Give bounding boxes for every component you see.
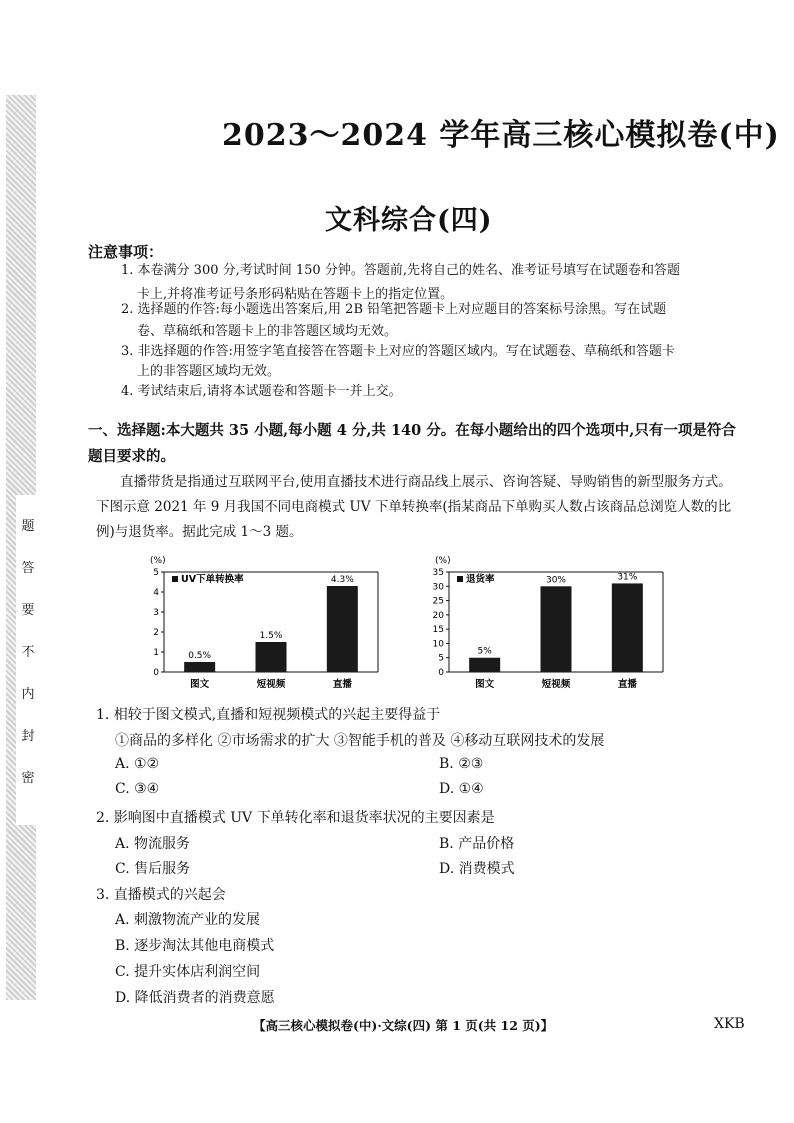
legend-label: 退货率 [466, 574, 495, 585]
q1-option-c: C. ③④ [115, 781, 160, 797]
legend-label: UV下单转换率 [181, 574, 244, 585]
q3-option-a: A. 刺激物流产业的发展 [115, 912, 261, 928]
bar [469, 658, 500, 672]
q2-option-a: A. 物流服务 [115, 836, 191, 852]
notice-line: 3. 非选择题的作答:用签字笔直接答在答题卡上对应的答题区域内。写在试题卷、草稿纸和答题卡 [121, 344, 675, 359]
q3-option-d: D. 降低消费者的消费意愿 [115, 990, 275, 1006]
y-tick-label: 20 [432, 610, 444, 621]
binding-strip-char: 密 [21, 771, 35, 786]
notice-line: 1. 本卷满分 300 分,考试时间 150 分钟。答题前,先将自己的姓名、准考证号填写在试题卷和答题 [121, 263, 680, 278]
bar [541, 586, 572, 672]
bar [256, 642, 287, 672]
notice-line: 4. 考试结束后,请将本试题卷和答题卡一并上交。 [121, 384, 402, 399]
q2-option-c: C. 售后服务 [115, 861, 191, 877]
x-tick-label: 直播 [332, 679, 352, 690]
bar-value-label: 5% [477, 646, 492, 657]
q3-stem: 3. 直播模式的兴起会 [96, 887, 226, 903]
bar [612, 583, 643, 672]
y-tick-label: 2 [153, 628, 159, 638]
bar [184, 662, 215, 672]
notice-line: 2. 选择题的作答:每小题选出答案后,用 2B 铅笔把答题卡上对应题目的答案标号涂黑。写在试题 [121, 302, 667, 317]
exam-title: 2023～2024 学年高三核心模拟卷(中) [222, 118, 780, 153]
publisher-code: XKB [714, 1016, 745, 1032]
legend-marker [457, 576, 463, 582]
section-intro: 直播带货是指通过互联网平台,使用直播技术进行商品线上展示、咨询答疑、导购销售的新型服务方式。下图示意 2021 年 9 月我国不同电商模式 UV 下单转换率(指某商品下单购买人数占该商品总浏览人数的比例)与退货率。据此完成 1～3 题。 [96, 474, 732, 540]
legend-marker [172, 576, 178, 582]
section-heading: 一、选择题:本大题共 35 小题,每小题 4 分,共 140 分。在每小题给出的四个选项中,只有一项是符合题目要求的。 [88, 422, 736, 465]
binding-strip-char: 答 [21, 561, 35, 576]
y-tick-label: 3 [153, 608, 159, 618]
q1-items: ①商品的多样化 ②市场需求的扩大 ③智能手机的普及 ④移动互联网技术的发展 [115, 733, 605, 749]
y-tick-label: 5 [438, 653, 444, 664]
bar-value-label: 4.3% [330, 575, 354, 585]
x-tick-label: 直播 [617, 679, 637, 690]
exam-subtitle: 文科综合(四) [325, 205, 493, 236]
y-tick-label: 5 [153, 568, 159, 578]
y-tick-label: 15 [432, 625, 444, 636]
return-rate-chart [425, 552, 675, 700]
y-tick-label: 4 [153, 588, 159, 598]
notice-line: 卷、草稿纸和答题卡上的非答题区域均无效。 [137, 324, 398, 339]
binding-strip-char: 不 [21, 645, 35, 660]
uv-conversion-chart [140, 552, 390, 700]
q1-option-b: B. ②③ [439, 756, 484, 772]
notice-heading: 注意事项： [88, 243, 164, 261]
y-tick-label: 25 [432, 596, 444, 607]
q1-option-d: D. ①④ [439, 781, 484, 797]
page-footer: 【高三核心模拟卷(中)·文综(四) 第 1 页(共 12 页)】 [253, 1018, 554, 1033]
y-axis-unit-label: (%) [150, 556, 166, 566]
y-axis-unit-label: (%) [435, 556, 451, 566]
q2-option-d: D. 消费模式 [439, 861, 515, 877]
binding-strip [6, 95, 36, 1000]
x-tick-label: 图文 [190, 679, 210, 690]
x-tick-label: 短视频 [541, 679, 571, 690]
q1-stem: 1. 相较于图文模式,直播和短视频模式的兴起主要得益于 [96, 707, 441, 723]
q3-option-c: C. 提升实体店利润空间 [115, 964, 261, 980]
bar-value-label: 1.5% [259, 631, 283, 641]
y-tick-label: 10 [432, 639, 444, 650]
notice-line: 卡上,并将准考证号条形码粘贴在答题卡上的指定位置。 [137, 287, 454, 302]
bar-value-label: 31% [617, 572, 638, 583]
notice-line: 上的非答题区域均无效。 [137, 364, 281, 379]
binding-strip-char: 题 [21, 519, 35, 534]
q1-option-a: A. ①② [115, 756, 160, 772]
q2-stem: 2. 影响图中直播模式 UV 下单转化率和退货率状况的主要因素是 [96, 810, 495, 826]
binding-strip-char: 内 [21, 687, 35, 702]
x-tick-label: 短视频 [256, 679, 286, 690]
bar [327, 586, 358, 672]
x-tick-label: 图文 [475, 679, 495, 690]
q3-option-b: B. 逐步淘汰其他电商模式 [115, 938, 275, 954]
y-tick-label: 35 [432, 568, 444, 578]
binding-strip-char: 要 [21, 603, 35, 618]
binding-strip-label-area [16, 495, 40, 825]
bar-value-label: 30% [545, 575, 567, 586]
q2-option-b: B. 产品价格 [439, 836, 515, 852]
binding-strip-char: 封 [21, 729, 35, 744]
bar-value-label: 0.5% [188, 651, 212, 661]
y-tick-label: 30 [432, 582, 444, 593]
y-tick-label: 0 [153, 668, 159, 678]
y-tick-label: 0 [438, 668, 444, 678]
y-tick-label: 1 [153, 648, 159, 658]
